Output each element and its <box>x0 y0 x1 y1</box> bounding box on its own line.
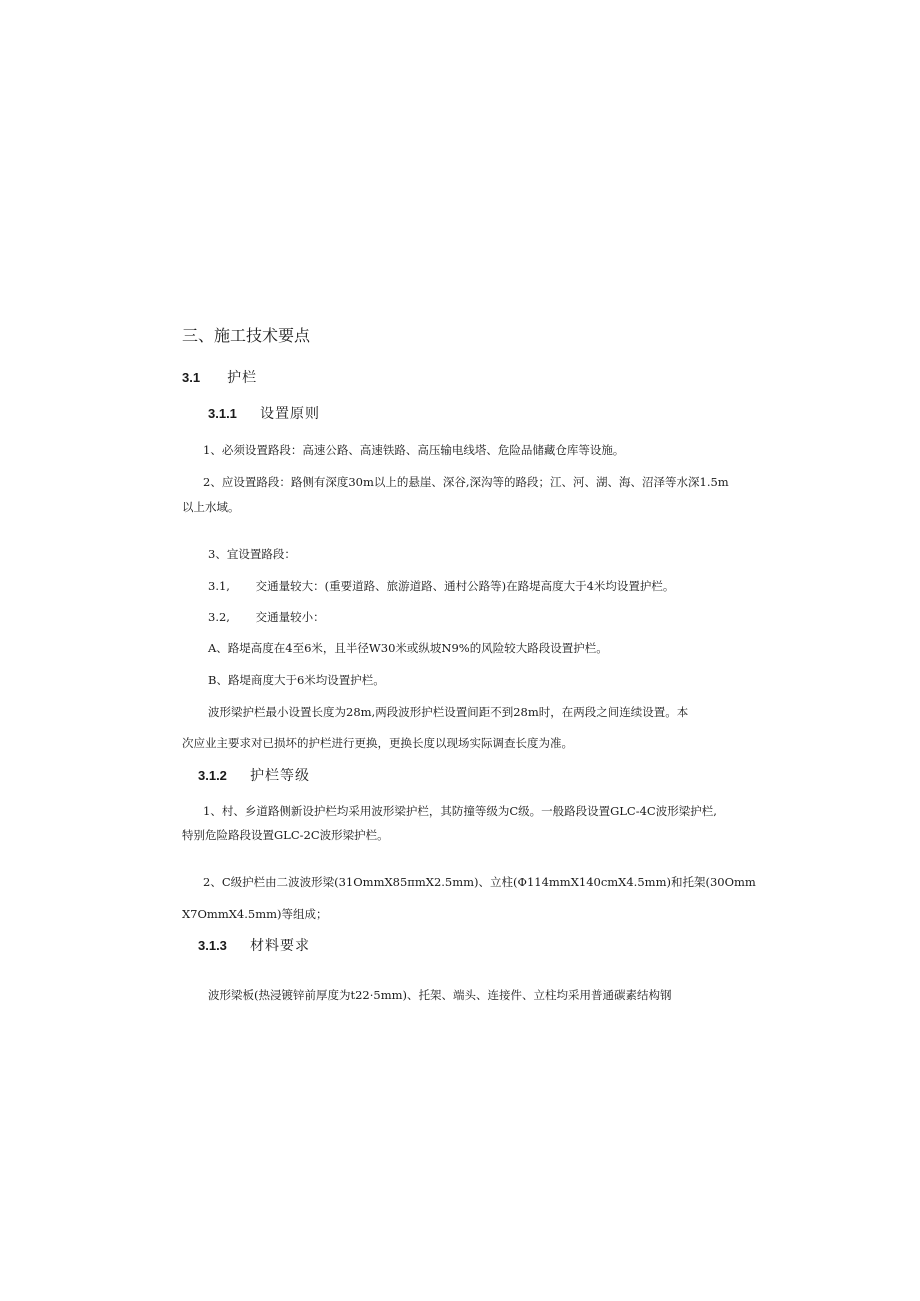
section-title: 护栏 <box>227 370 258 386</box>
list-item <box>208 609 325 625</box>
paragraph: A、路堤高度在4至6米，且半径W30米或纵坡N9%的风险较大路段设置护栏。 <box>208 641 608 655</box>
section-heading: 三、施工技术要点 <box>182 326 311 345</box>
paragraph: 1、必须设置路段：高速公路、高速铁路、高压输电线塔、危险品储藏仓库等设施。 <box>203 443 625 457</box>
section-number: 3.1.1 <box>208 406 237 421</box>
paragraph: 次应业主要求对已损坏的护栏进行更换，更换长度以现场实际调查长度为准。 <box>182 736 573 750</box>
paragraph: 特别危险路段设置GLC-2C波形梁护栏。 <box>182 828 389 842</box>
item-number: 3.1, <box>208 579 230 593</box>
section-number: 3.1.3 <box>198 938 227 953</box>
item-text: 交通量较小： <box>255 610 325 624</box>
section-3-1-2 <box>198 765 310 785</box>
section-number: 3.1.2 <box>198 768 227 783</box>
paragraph: X7OmmX4.5mm)等组成； <box>182 907 328 921</box>
paragraph: 1、村、乡道路侧新设护栏均采用波形梁护栏，其防撞等级为C级。一般路段设置GLC-4C波形梁护栏, <box>203 804 717 818</box>
paragraph: B、路堤商度大于6米均设置护栏。 <box>208 673 385 687</box>
section-title: 材料要求 <box>250 938 311 954</box>
paragraph: 2、应设置路段：路侧有深度30m以上的悬崖、深谷,深沟等的路段；江、河、湖、海、沼泽等水深1.5m <box>203 475 729 489</box>
paragraph: 2、C级护栏由二波波形梁(31OmmX85πmX2.5mm)、立柱(Φ114mmX140cmX4.5mm)和托架(30Omm <box>203 875 756 889</box>
item-text: 交通量较大：(重要道路、旅游道路、通村公路等)在路堤高度大于4米均设置护栏。 <box>255 579 675 593</box>
paragraph: 波形梁护栏最小设置长度为28m,两段波形护栏设置间距不到28m时，在两段之间连续设置。本 <box>208 705 689 719</box>
item-number: 3.2, <box>208 610 230 624</box>
section-number: 3.1 <box>182 370 201 385</box>
list-item <box>208 578 674 594</box>
paragraph: 以上水域。 <box>182 500 240 514</box>
paragraph: 3、宜设置路段： <box>208 547 296 561</box>
section-3-1-3 <box>198 935 310 955</box>
section-title: 设置原则 <box>260 406 321 422</box>
section-3-1 <box>182 367 257 387</box>
section-3-1-1 <box>208 403 320 423</box>
section-title: 护栏等级 <box>250 768 311 784</box>
paragraph: 波形梁板(热浸镀锌前厚度为t22·5mm)、托架、端头、连接件、立柱均采用普通碳素结构钢 <box>208 988 672 1002</box>
